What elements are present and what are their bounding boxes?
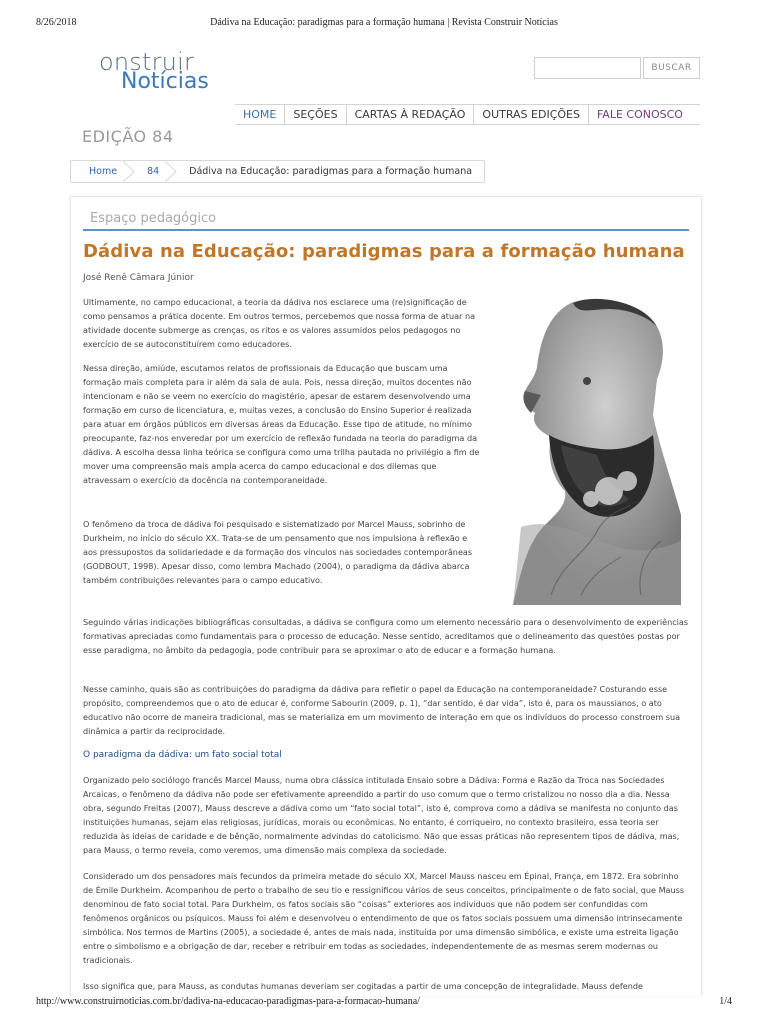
paragraph-2: Nessa direção, amiúde, escutamos relatos de profissionais da Educação que buscam uma formação mais completa para ir além da sala de aula. Pois, nessa direção, muitos docentes não intencionam e não se veem no exercício do magistério, apesar de estarem desenvolvendo uma formação em curso de licenciatura, e, muitas vezes, a conclusão do Ensino Superior é realizada para atuar em órgãos públicos em diversas áreas da Educação. Esse tipo de atitude, no mínimo preocupante, faz-nos enveredar por um exercício de reflexão fundada na teoria do paradigma da dádiva. A escolha dessa linha teórica se configura como uma trilha pautada no privilégio a fim de mover uma compreensão mais ampla acerca do campo educacional e dos dilemas que atravessam o exercício da docência na contemporaneidade. [83,363,480,485]
paragraph-3: O fenômeno da troca de dádiva foi pesquisado e sistematizado por Marcel Mauss, sobrinho de Durkheim, no início do século XX. Trata-se de um pensamento que nos impulsiona à reflexão e aos pressupostos da solidariedade e da formação dos vínculos nas sociedades contemporâneas (GODBOUT, 1998). Apesar disso, como lembra Machado (2004), o paradigma da dádiva abarca também contribuições relevantes para o campo educativo. [83,519,473,585]
paragraph-1: Ultimamente, no campo educacional, a teoria da dádiva nos esclarece uma (re)significação de como pensamos a prática docente. Em outros termos, percebemos que nossa forma de atuar na atividade docente submerge as crenças, os ritos e os valores assumidos pelos pedagogos no exercício de se autoconstituírem como educadores. [83,297,476,349]
print-date: 8/26/2018 [36,17,77,28]
print-page-number: 1/4 [719,996,732,1007]
paragraph-5: Nesse caminho, quais são as contribuições do paradigma da dádiva para refletir o papel da Educação na contemporaneidade? Costurando esse propósito, compreendemos que o ato de educar é, conforme Sabourin (2009, p. 1), “dar sentido, é dar vida”, isto é, para os maussianos, o ato educativo não ocorre de maneira tradicional, mas se materializa em um movimento de interação em que os indivíduos do processo constroem sua dinâmica a partir da reciprocidade. [83,684,681,736]
breadcrumb-home[interactable] [71,161,129,182]
search-input[interactable] [534,57,641,79]
paragraph-7: Considerado um dos pensadores mais fecundos da primeira metade do século XX, Marcel Mauss nasceu em Épinal, França, em 1872. Era sobrinho de Émile Durkheim. Acompanhou de perto o trabalho de seu tio e ressignificou vários de seus conceitos, principalmente o de fato social, que Mauss denominou de fato social total. Para Durkheim, os fatos sociais são “coisas” exteriores aos indivíduos que não podem ser confundidas com fenômenos orgânicos ou psíquicos. Mauss foi além e desenvolveu o entendimento de que os fatos sociais possuem uma dimensão intrinsecamente simbólica. Nos termos de Martins (2005), a sociedade é, antes de mais nada, instituída por uma dimensão simbólica, e existe uma estreita ligação entre o simbolismo e a obrigação de dar, receber e retribuir em todas as sociedades, independentemente de as mesmas serem modernas ou tradicionais. [83,871,685,965]
section-divider [83,229,689,231]
breadcrumb-home-label: Home [89,166,118,177]
print-page-title: Dádiva na Educação: paradigmas para a formação humana | Revista Construir Notícias [210,17,558,28]
nav-outras-edicoes[interactable]: OUTRAS EDIÇÕES [474,105,589,124]
print-footer [36,996,732,1010]
bearded-man-portrait-image [491,295,681,605]
logo-line-1: onstruir [99,48,195,76]
nav-fale-conosco[interactable]: FALE CONOSCO [596,108,683,121]
paragraph-4: Seguindo várias indicações bibliográficas consultadas, a dádiva se configura como um elemento necessário para o desenvolvimento de experiências formativas apreciadas como fundamentais para o processo de educação. Nesse sentido, acreditamos que o delineamento das questões postas por esse paradigma, no âmbito da pedagogia, pode contribuir para se aproximar o ato de educar e a formação humana. [83,617,689,655]
logo-line-2: Notícias [121,69,209,94]
breadcrumb-current: Dádiva na Educação: paradigmas para a formação humana [189,166,473,177]
site-logo[interactable] [99,50,209,93]
nav-cartas[interactable]: CARTAS À REDAÇÃO [347,105,475,124]
article-container [70,196,702,996]
article-author: José Renê Câmara Júnior [83,273,194,283]
breadcrumb [70,160,485,183]
article-subheading: O paradigma da dádiva: um fato social total [83,750,282,760]
main-nav [235,104,700,125]
print-url: http://www.construirnoticias.com.br/dadiva-na-educacao-paradigmas-para-a-formacao-humana/ [36,996,420,1007]
breadcrumb-edition[interactable] [129,161,171,182]
print-header [36,17,732,31]
paragraph-8: Isso significa que, para Mauss, as condutas humanas deveriam ser cogitadas a partir de uma concepção de integralidade. Mauss defende [83,981,643,991]
section-label[interactable]: Espaço pedagógico [90,211,217,226]
paragraph-6: Organizado pelo sociólogo francês Marcel Mauss, numa obra clássica intitulada Ensaio sobre a Dádiva: Forma e Razão da Troca nas Sociedades Arcaicas, o fenômeno da dádiva não pode ser efetivamente apreendido a partir do uso comum que o termo cristalizou no nosso dia a dia. Nessa obra, segundo Freitas (2007), Mauss descreve a dádiva como um “fato social total”, isto é, comprova como a dádiva se manifesta no conjunto das instituições humanas, sejam elas religiosas, jurídicas, morais ou econômicas. No entanto, é corriqueiro, no contexto brasileiro, essa teoria ser reduzida às ideias de caridade e de bênção, normalmente advindas do catolicismo. Não que essas práticas não representem tipos de dádiva, mas, para Mauss, o termo revela, como veremos, uma dimensão mais complexa da sociedade. [83,775,680,855]
breadcrumb-edition-label: 84 [147,166,160,177]
edition-title: EDIÇÃO 84 [82,127,174,146]
search-button[interactable]: BUSCAR [643,57,700,79]
nav-home[interactable]: HOME [235,105,285,124]
nav-secoes[interactable]: SEÇÕES [285,105,346,124]
article-title: Dádiva na Educação: paradigmas para a formação humana [83,241,685,262]
